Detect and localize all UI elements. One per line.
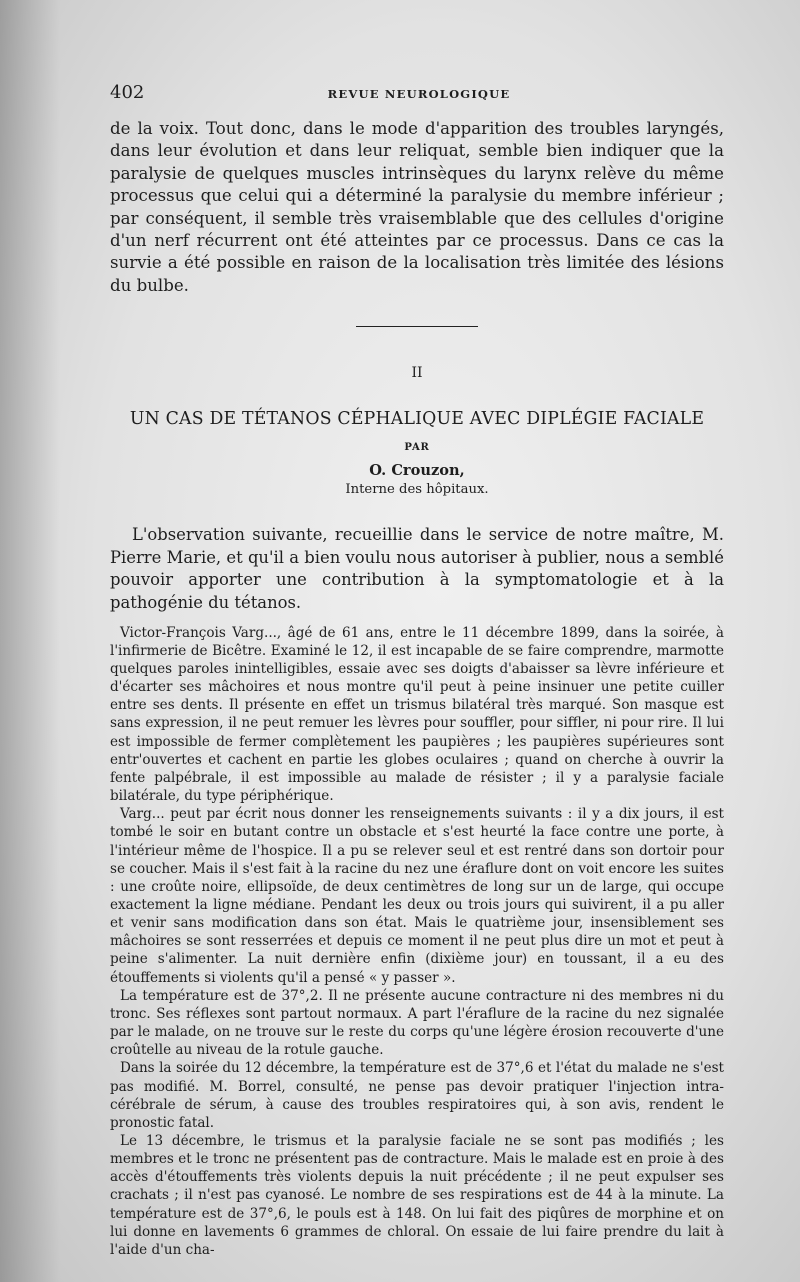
running-header [110,82,718,112]
page-content [110,118,724,1259]
intro-paragraph: L'observation suivante, recueillie dans le service de notre maître, M. Pierre Marie, et qu'il a bien voulu nous autoriser à publier, nous a semblé pouvoir apporter une contribution à la symptomatologie et à la pathogénie du tétanos. [110,525,724,613]
section-numeral: II [411,365,423,382]
body-paragraph: Victor-François Varg..., âgé de 61 ans, entre le 11 décembre 1899, dans la soirée, à l'infirmerie de Bicêtre. Examiné le 12, il est incapable de se faire comprendre, marmotte quelques paroles inintelligibles, essaie avec ses doigts d'abaisser sa lèvre inférieure et d'écarter ses mâchoires et nous montre qu'il peut à peine insinuer une petite cuiller entre ses dents. Il présente en effet un trismus bilatéral très marqué. Son masque est sans expression, il ne peut remuer les lèvres pour souffler, pour siffler, ni pour rire. Il lui est impossible de fermer complètement les paupières ; les paupières supérieures sont entr'ouvertes et cachent en partie les globes oculaires ; quand on cherche à ouvrir la fente palpébrale, il est impossible au malade de résister ; il y a paralysie faciale bilatérale, du type périphérique. [110,624,724,805]
body-paragraph: Varg... peut par écrit nous donner les renseignements suivants : il y a dix jours, il est tombé le soir en butant contre un obstacle et s'est heurté la face contre une porte, à l'intérieur même de l'hospice. Il a pu se relever seul et est rentré dans son dortoir pour se coucher. Mais il s'est fait à la racine du nez une éraflure dont on voit encore les suites : une croûte noire, ellipsoïde, de deux centimètres de long sur un de large, qui occupe exactement la ligne médiane. Pendant les deux ou trois jours qui suivirent, il a pu aller et venir sans modification dans son état. Mais le quatrième jour, insensiblement ses mâchoires se sont resserrées et depuis ce moment il ne peut plus dire un mot et peut à peine s'alimenter. La nuit dernière enfin (dixième jour) en toussant, il a eu des étouffements si violents qu'il a pensé « y passer ». [110,806,724,986]
body-paragraph: La température est de 37°,2. Il ne présente aucune contracture ni des membres ni du tronc. Ses réflexes sont partout normaux. A part l'éraflure de la racine du nez signalée par le malade, on ne trouve sur le reste du corps qu'une légère érosion recouverte d'une croûtelle au niveau de la rotule gauche. [110,987,724,1059]
author-affiliation: Interne des hôpitaux. [345,482,489,498]
author-name: O. Crouzon, [369,462,465,480]
page-edge-shadow [0,0,60,1282]
body-paragraph: Le 13 décembre, le trismus et la paralysie faciale ne se sont pas modifiés ; les membres et le tronc ne présentent pas de contracture. Mais le malade est en proie à des accès d'étouffements très violents depuis la nuit précédente ; il ne peut expulser ses crachats ; il n'est pas cyanosé. Le nombre de ses respirations est de 44 à la minute. La température est de 37°,6, le pouls est à 148. On lui fait des piqûres de morphine et on lui donne en lavements 6 grammes de chloral. On essaie de lui faire prendre du lait à l'aide d'un cha- [110,1133,724,1258]
section-divider [356,326,478,327]
lead-paragraph: de la voix. Tout donc, dans le mode d'apparition des troubles laryngés, dans leur évolution et dans leur reliquat, semble bien indiquer que la paralysie de quelques muscles intrinsèques du larynx relève du même processus que celui qui a déterminé la paralysie du membre inférieur ; par conséquent, il semble très vraisemblable que des cellules d'origine d'un nerf récurrent ont été atteintes par ce processus. Dans ce cas la survie a été possible en raison de la localisation très limitée des lésions du bulbe. [110,119,724,295]
body-paragraph: Dans la soirée du 12 décembre, la température est de 37°,6 et l'état du malade ne s'est pas modifié. M. Borrel, consulté, ne pense pas devoir pratiquer l'injection intra-cérébrale de sérum, à cause des troubles respiratoires qui, à son avis, rendent le pronostic fatal. [110,1060,724,1131]
running-title: REVUE NEUROLOGIQUE [327,87,511,101]
byline-par: PAR [404,442,430,454]
page-number: 402 [110,82,145,103]
article-title: UN CAS DE TÉTANOS CÉPHALIQUE AVEC DIPLÉGIE FACIALE [129,409,705,430]
